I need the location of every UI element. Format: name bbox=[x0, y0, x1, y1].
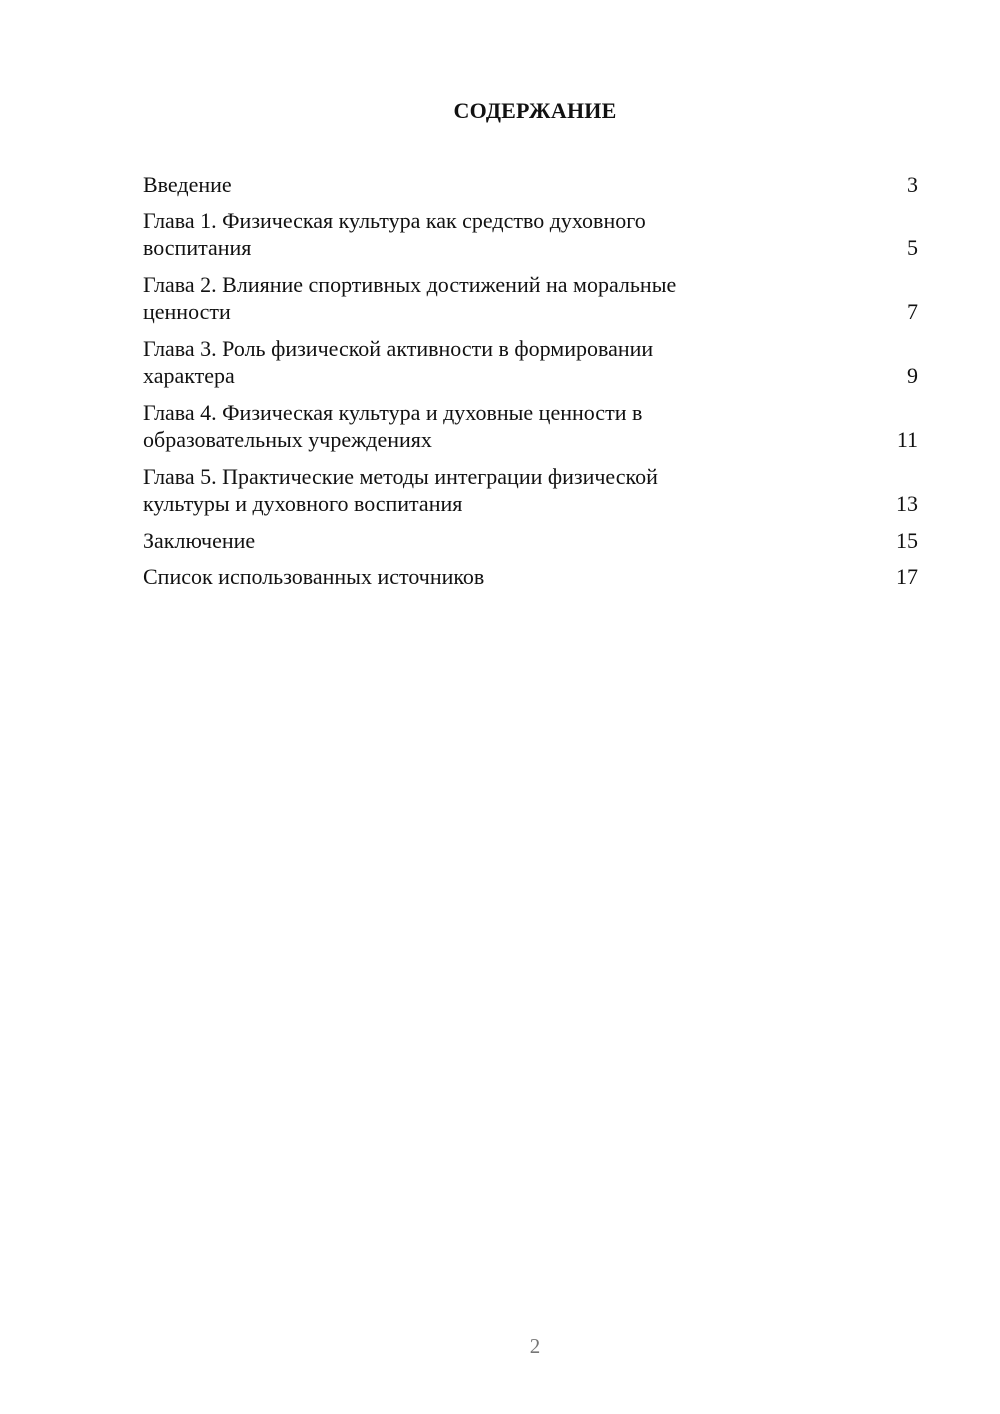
toc-entry-line: Список использованных источников bbox=[143, 564, 485, 589]
toc-entry-line: Глава 1. Физическая культура как средство духовного bbox=[143, 208, 646, 233]
toc-entry-line: образовательных учреждениях bbox=[143, 427, 432, 452]
toc-entry-chapter-3[interactable] bbox=[143, 335, 918, 389]
toc-entry-conclusion[interactable] bbox=[143, 527, 918, 554]
toc-entry-text bbox=[143, 335, 763, 389]
toc-page-number: 5 bbox=[907, 235, 918, 260]
toc-entry-text bbox=[143, 271, 763, 325]
toc-page-number: 7 bbox=[907, 299, 918, 324]
toc-page-number: 15 bbox=[896, 528, 918, 553]
toc-entry-text bbox=[143, 399, 763, 453]
toc-entry-text bbox=[143, 527, 763, 554]
toc-entry-line: ценности bbox=[143, 299, 231, 324]
toc-entry-text bbox=[143, 463, 763, 517]
toc-entry-text bbox=[143, 563, 763, 590]
toc-entry-text bbox=[143, 207, 763, 261]
page-footer-number: 2 bbox=[529, 1334, 541, 1358]
toc-entry-line: Глава 3. Роль физической активности в формировании bbox=[143, 336, 654, 361]
toc-page-number: 13 bbox=[896, 491, 918, 516]
toc-entry-introduction[interactable] bbox=[143, 171, 918, 198]
toc-entry-line: Заключение bbox=[143, 528, 256, 553]
toc-entry-references[interactable] bbox=[143, 563, 918, 590]
toc-entry-line: Глава 2. Влияние спортивных достижений на моральные bbox=[143, 272, 677, 297]
toc-entry-line: культуры и духовного воспитания bbox=[143, 491, 463, 516]
toc-entry-chapter-2[interactable] bbox=[143, 271, 918, 325]
toc-entry-line: характера bbox=[143, 363, 235, 388]
toc-page-number: 11 bbox=[896, 427, 918, 452]
toc-page-number: 17 bbox=[896, 564, 918, 589]
toc-page-number: 9 bbox=[907, 363, 918, 388]
toc-entry-chapter-5[interactable] bbox=[143, 463, 918, 517]
toc-page-number: 3 bbox=[907, 172, 918, 197]
toc-entry-text bbox=[143, 171, 763, 198]
toc-entry-line: Глава 4. Физическая культура и духовные ценности в bbox=[143, 400, 643, 425]
table-of-contents bbox=[143, 171, 918, 599]
page-title: СОДЕРЖАНИЕ bbox=[453, 98, 617, 123]
toc-entry-line: Введение bbox=[143, 172, 232, 197]
toc-entry-line: воспитания bbox=[143, 235, 252, 260]
toc-entry-line: Глава 5. Практические методы интеграции физической bbox=[143, 464, 658, 489]
toc-entry-chapter-1[interactable] bbox=[143, 207, 918, 261]
toc-entry-chapter-4[interactable] bbox=[143, 399, 918, 453]
